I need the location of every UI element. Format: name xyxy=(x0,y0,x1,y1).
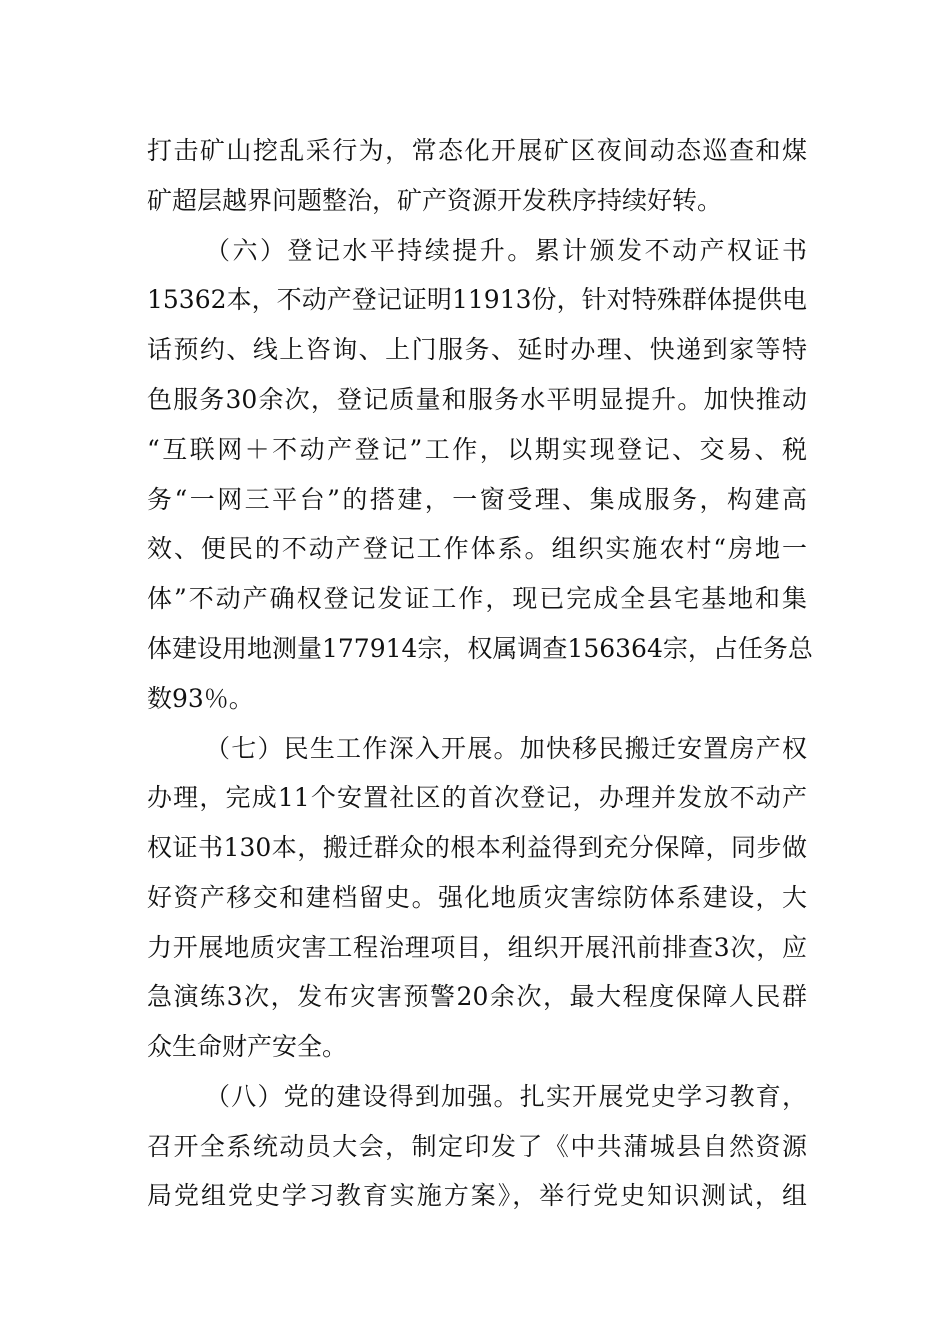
text-line: 众生命财产安全。 xyxy=(147,1032,348,1061)
paragraph-heading-line: （六）登记水平持续提升。累计颁发不动产权证书 xyxy=(205,236,807,265)
text-line: 办理，完成11个安置社区的首次登记，办理并发放不动产 xyxy=(147,783,807,812)
text-line: 数93％。 xyxy=(147,684,254,713)
text-line: 话预约、线上咨询、上门服务、延时办理、快递到家等特 xyxy=(147,335,807,364)
text-line: “互联网＋不动产登记”工作，以期实现登记、交易、税 xyxy=(147,435,807,464)
text-line: 矿超层越界问题整治，矿产资源开发秩序持续好转。 xyxy=(147,186,723,215)
text-line: 体”不动产确权登记发证工作，现已完成全县宅基地和集 xyxy=(147,584,807,613)
text-line: 色服务30余次，登记质量和服务水平明显提升。加快推动 xyxy=(147,385,807,414)
text-line: 力开展地质灾害工程治理项目，组织开展汛前排查3次，应 xyxy=(147,933,807,962)
text-line: 权证书130本，搬迁群众的根本利益得到充分保障，同步做 xyxy=(147,833,807,862)
text-line: 局党组党史学习教育实施方案》，举行党史知识测试，组 xyxy=(147,1181,807,1210)
text-line: 体建设用地测量177914宗，权属调查156364宗，占任务总 xyxy=(147,634,813,663)
paragraph-heading-line: （八）党的建设得到加强。扎实开展党史学习教育， xyxy=(205,1082,807,1111)
text-line: 急演练3次，发布灾害预警20余次，最大程度保障人民群 xyxy=(147,982,807,1011)
text-line: 召开全系统动员大会，制定印发了《中共蒲城县自然资源 xyxy=(147,1132,807,1161)
text-line: 务“一网三平台”的搭建，一窗受理、集成服务，构建高 xyxy=(147,485,807,514)
text-line: 效、便民的不动产登记工作体系。组织实施农村“房地一 xyxy=(147,534,807,563)
text-line: 好资产移交和建档留史。强化地质灾害综防体系建设，大 xyxy=(147,883,807,912)
text-line: 15362本，不动产登记证明11913份，针对特殊群体提供电 xyxy=(147,285,807,314)
paragraph-heading-line: （七）民生工作深入开展。加快移民搬迁安置房产权 xyxy=(205,734,807,763)
text-line: 打击矿山挖乱采行为，常态化开展矿区夜间动态巡查和煤 xyxy=(147,136,807,165)
